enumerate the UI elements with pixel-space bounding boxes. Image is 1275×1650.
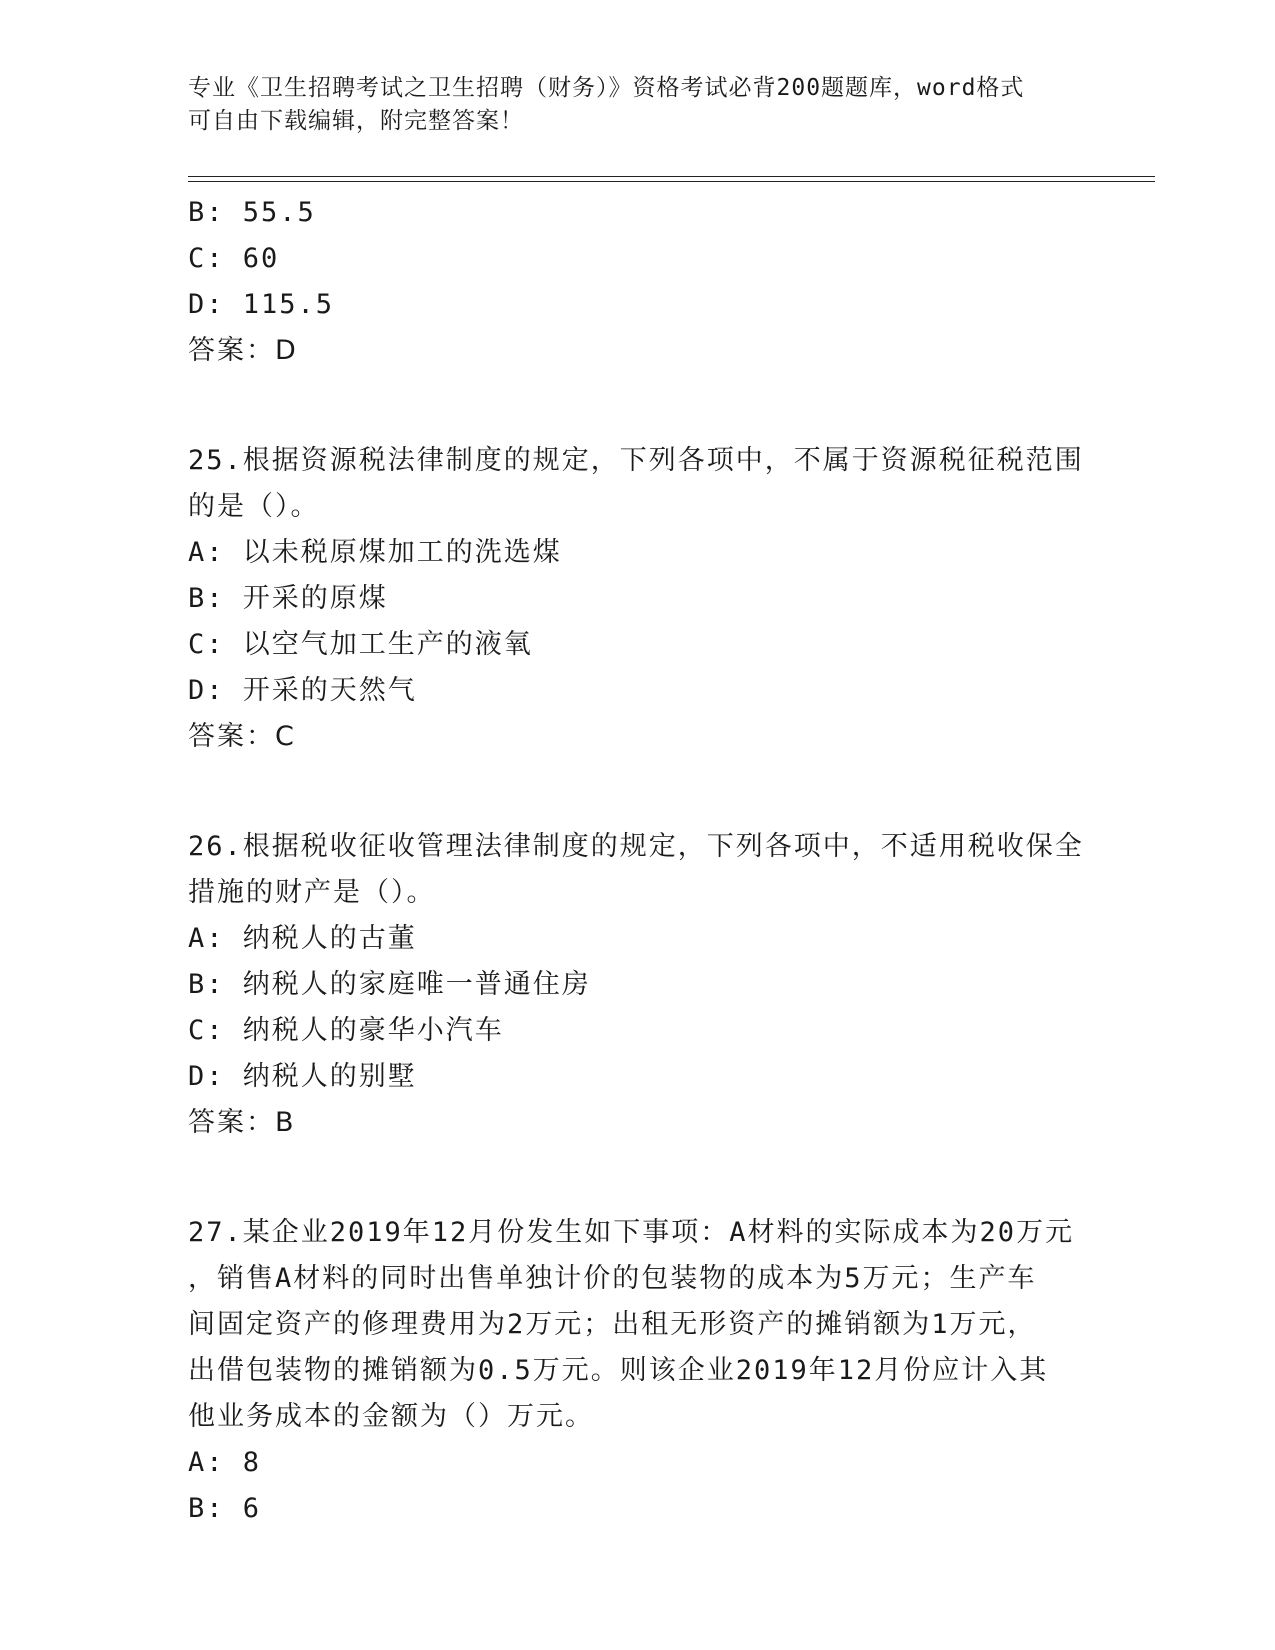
option-line: B: 开采的原煤 bbox=[188, 583, 388, 614]
question-text: 出借包装物的摊销额为0.5万元。则该企业2019年12月份应计入其 bbox=[188, 1355, 1049, 1386]
option-line: C: 60 bbox=[188, 243, 280, 274]
header-line-2: 可自由下载编辑，附完整答案！ bbox=[188, 108, 524, 134]
question-content bbox=[188, 190, 1088, 1532]
answer-line: 答案：D bbox=[188, 335, 298, 366]
question-text: 间固定资产的修理费用为2万元；出租无形资产的摊销额为1万元， bbox=[188, 1309, 1037, 1340]
question-text: 的是（）。 bbox=[188, 491, 320, 522]
option-line: B: 纳税人的家庭唯一普通住房 bbox=[188, 969, 591, 1000]
question-text: 27.某企业2019年12月份发生如下事项：A材料的实际成本为20万元 bbox=[188, 1217, 1075, 1248]
option-line: A: 8 bbox=[188, 1447, 262, 1478]
option-line: B: 6 bbox=[188, 1493, 262, 1524]
question-text: 他业务成本的金额为（）万元。 bbox=[188, 1401, 594, 1432]
header-divider bbox=[188, 176, 1155, 182]
question-text: 措施的财产是（）。 bbox=[188, 877, 436, 908]
option-line: D: 开采的天然气 bbox=[188, 675, 417, 706]
option-line: A: 以未税原煤加工的洗选煤 bbox=[188, 537, 562, 568]
question-text: 25.根据资源税法律制度的规定，下列各项中，不属于资源税征税范围 bbox=[188, 445, 1084, 476]
header-line-1: 专业《卫生招聘考试之卫生招聘（财务）》资格考试必背200题题库，word格式 bbox=[188, 75, 1025, 101]
option-line: A: 纳税人的古董 bbox=[188, 923, 417, 954]
option-line: C: 纳税人的豪华小汽车 bbox=[188, 1015, 504, 1046]
option-line: C: 以空气加工生产的液氧 bbox=[188, 629, 533, 660]
option-line: B: 55.5 bbox=[188, 197, 316, 228]
answer-line: 答案：C bbox=[188, 721, 296, 752]
document-header bbox=[188, 72, 1068, 138]
question-text: 26.根据税收征收管理法律制度的规定，下列各项中，不适用税收保全 bbox=[188, 831, 1084, 862]
option-line: D: 115.5 bbox=[188, 289, 335, 320]
option-line: D: 纳税人的别墅 bbox=[188, 1061, 417, 1092]
question-text: ，销售A材料的同时出售单独计价的包装物的成本为5万元；生产车 bbox=[188, 1263, 1037, 1294]
answer-line: 答案：B bbox=[188, 1107, 296, 1138]
